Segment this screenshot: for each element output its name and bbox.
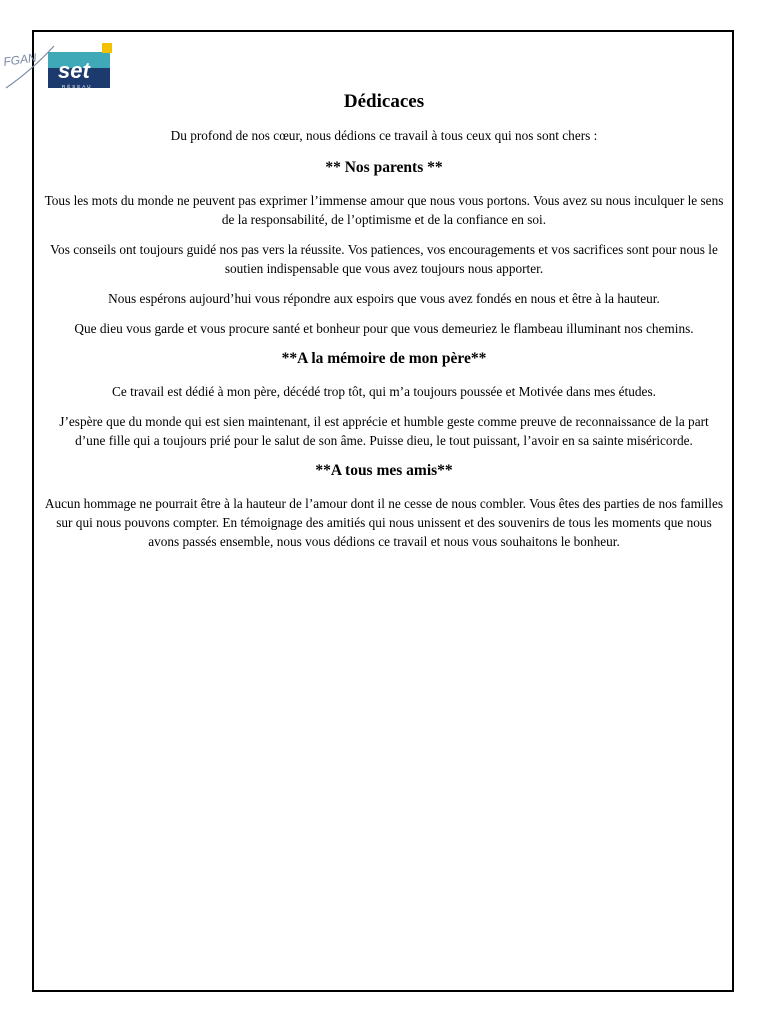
section-heading-father: **A la mémoire de mon père** xyxy=(281,350,487,367)
parents-paragraph: Tous les mots du monde ne peuvent pas exprimer l’immense amour que nous vous portons. Vous avez su nous inculquer le sens de la responsabilité, de l’optimisme et de la confiance en soi. xyxy=(44,193,724,227)
dedication-content xyxy=(44,90,724,562)
page-title: Dédicaces xyxy=(343,91,425,112)
logo-sub-text: RÉSEAU xyxy=(62,84,93,89)
father-paragraph: Ce travail est dédié à mon père, décédé trop tôt, qui m’a toujours poussée et Motivée dans mes études. xyxy=(112,384,656,399)
section-heading-friends: **A tous mes amis** xyxy=(315,462,453,479)
parents-paragraph: Vos conseils ont toujours guidé nos pas vers la réussite. Vos patiences, vos encouragements et vos sacrifices sont pour nous le soutien indispensable que vous avez toujours nous apporter. xyxy=(50,242,718,276)
friends-paragraph: Aucun hommage ne pourrait être à la hauteur de l’amour dont il ne cesse de nous combler. Vous êtes des parties de nos familles sur qui nous pouvons compter. En témoignage des amitiés qui nous unissent et des souvenirs de tous les moments que nous avons passés ensemble, nous vous dédions ce travail et nous vous souhaitons le bonheur. xyxy=(44,496,724,549)
fgan-set-logo xyxy=(2,40,114,92)
intro-paragraph: Du profond de nos cœur, nous dédions ce travail à tous ceux qui nos sont chers : xyxy=(170,128,598,143)
logo-brand-text: set xyxy=(58,58,90,83)
section-heading-parents: ** Nos parents ** xyxy=(325,159,443,176)
parents-paragraph: Nous espérons aujourd’hui vous répondre aux espoirs que vous avez fondés en nous et être à la hauteur. xyxy=(108,291,660,306)
parents-paragraph: Que dieu vous garde et vous procure santé et bonheur pour que vous demeuriez le flambeau illuminant nos chemins. xyxy=(74,321,694,336)
father-paragraph: J’espère que du monde qui est sien maintenant, il est apprécie et humble geste comme preuve de reconnaissance de la part d’une fille qui a toujours prié pour le salut de son âme. Puisse dieu, le tout puissant, l’avoir en sa sainte miséricorde. xyxy=(59,414,709,448)
logo-left-text: FGAN xyxy=(2,50,38,69)
